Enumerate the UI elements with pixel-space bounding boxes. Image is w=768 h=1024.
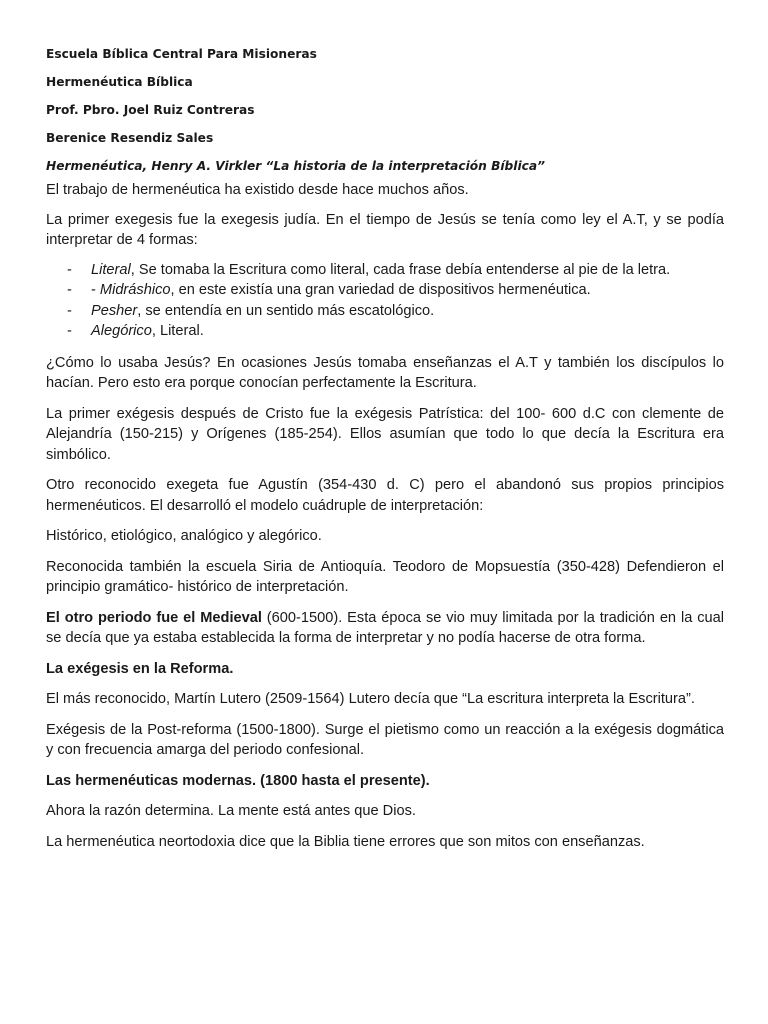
list-item-term: Alegórico: [91, 323, 152, 339]
list-item: [46, 260, 724, 281]
course-name: Hermenéutica Bíblica: [46, 75, 193, 89]
list-item-text: , en este existía una gran variedad de dispositivos hermenéutica.: [170, 282, 591, 298]
list-item: [46, 280, 724, 301]
school-name: Escuela Bíblica Central Para Misioneras: [46, 47, 317, 61]
paragraph-patristic: La primer exégesis después de Cristo fue la exégesis Patrística: del 100- 600 d.C con clemente de Alejandría (150-215) y Orígenes (185-254). Ellos asumían que todo lo que decía la Escritura era simbólico.: [46, 405, 724, 463]
list-item: [46, 301, 724, 322]
list-item-term: Literal: [91, 261, 131, 278]
list-dash: -: [67, 261, 72, 278]
paragraph-intro: El trabajo de hermenéutica ha existido desde hace muchos años.: [46, 182, 469, 198]
list-item-term: Midráshico: [99, 282, 171, 298]
paragraph-post-reformation: Exégesis de la Post-reforma (1500-1800). Surge el pietismo como un reacción a la exégesis dogmática y con frecuencia amarga del periodo confesional.: [46, 721, 724, 758]
heading-reformation: [46, 659, 724, 680]
document-page: [46, 46, 724, 862]
medieval-heading-inline: El otro periodo fue el Medieval: [46, 609, 262, 626]
list-item-text: , se entendía en un sentido más escatológico.: [137, 302, 435, 319]
reference-title: Hermenéutica, Henry A. Virkler “La historia de la interpretación Bíblica”: [46, 159, 545, 173]
paragraph-augustine: Otro reconocido exegeta fue Agustín (354-430 d. C) pero el abandonó sus propios principios hermenéuticos. El desarrolló el modelo cuádruple de interpretación:: [46, 477, 724, 514]
medieval-text: (600-1500). Esta época se vio muy limitada por la tradición en la cual se decía que ya estaba establecida la forma de interpretar y no podía hacerse de otra forma.: [46, 609, 724, 646]
heading-modern: [46, 771, 724, 792]
paragraph-antioch: Reconocida también la escuela Siria de Antioquía. Teodoro de Mopsuestía (350-428) Defendieron el principio gramático- histórico de interpretación.: [46, 558, 724, 595]
heading-modern-text: Las hermenéuticas modernas. (1800 hasta el presente).: [46, 772, 430, 789]
list-item: [46, 321, 724, 342]
paragraph-neo-orthodoxy: La hermenéutica neortodoxia dice que la Biblia tiene errores que son mitos con enseñanzas.: [46, 833, 645, 850]
list-dash: -: [67, 323, 72, 339]
list-item-text: , Literal.: [151, 323, 204, 339]
list-item-text: , Se tomaba la Escritura como literal, cada frase debía entenderse al pie de la letra.: [130, 261, 671, 278]
list-dash: -: [67, 282, 72, 298]
interpretation-forms-list: [46, 260, 724, 342]
student-name: Berenice Resendiz Sales: [46, 131, 214, 145]
paragraph-reason: Ahora la razón determina. La mente está antes que Dios.: [46, 803, 416, 819]
paragraph-medieval: [46, 608, 724, 649]
heading-reformation-text: La exégesis en la Reforma.: [46, 660, 234, 677]
list-item-term: Pesher: [91, 302, 138, 319]
paragraph-jesus: ¿Cómo lo usaba Jesús? En ocasiones Jesús tomaba enseñanzas el A.T y también los discípulos lo hacían. Pero esto era porque conocían perfectamente la Escritura.: [46, 354, 724, 391]
paragraph-luther: El más reconocido, Martín Lutero (2509-1564) Lutero decía que “La escritura interpreta la Escritura”.: [46, 691, 695, 707]
list-item-prefix: -: [91, 282, 100, 298]
paragraph-jewish-exegesis: La primer exegesis fue la exegesis judía. En el tiempo de Jesús se tenía como ley el A.T, y se podía interpretar de 4 formas:: [46, 211, 724, 248]
list-dash: -: [67, 302, 72, 319]
paragraph-fourfold-model: Histórico, etiológico, analógico y alegórico.: [46, 528, 322, 544]
professor-name: Prof. Pbro. Joel Ruiz Contreras: [46, 103, 255, 117]
